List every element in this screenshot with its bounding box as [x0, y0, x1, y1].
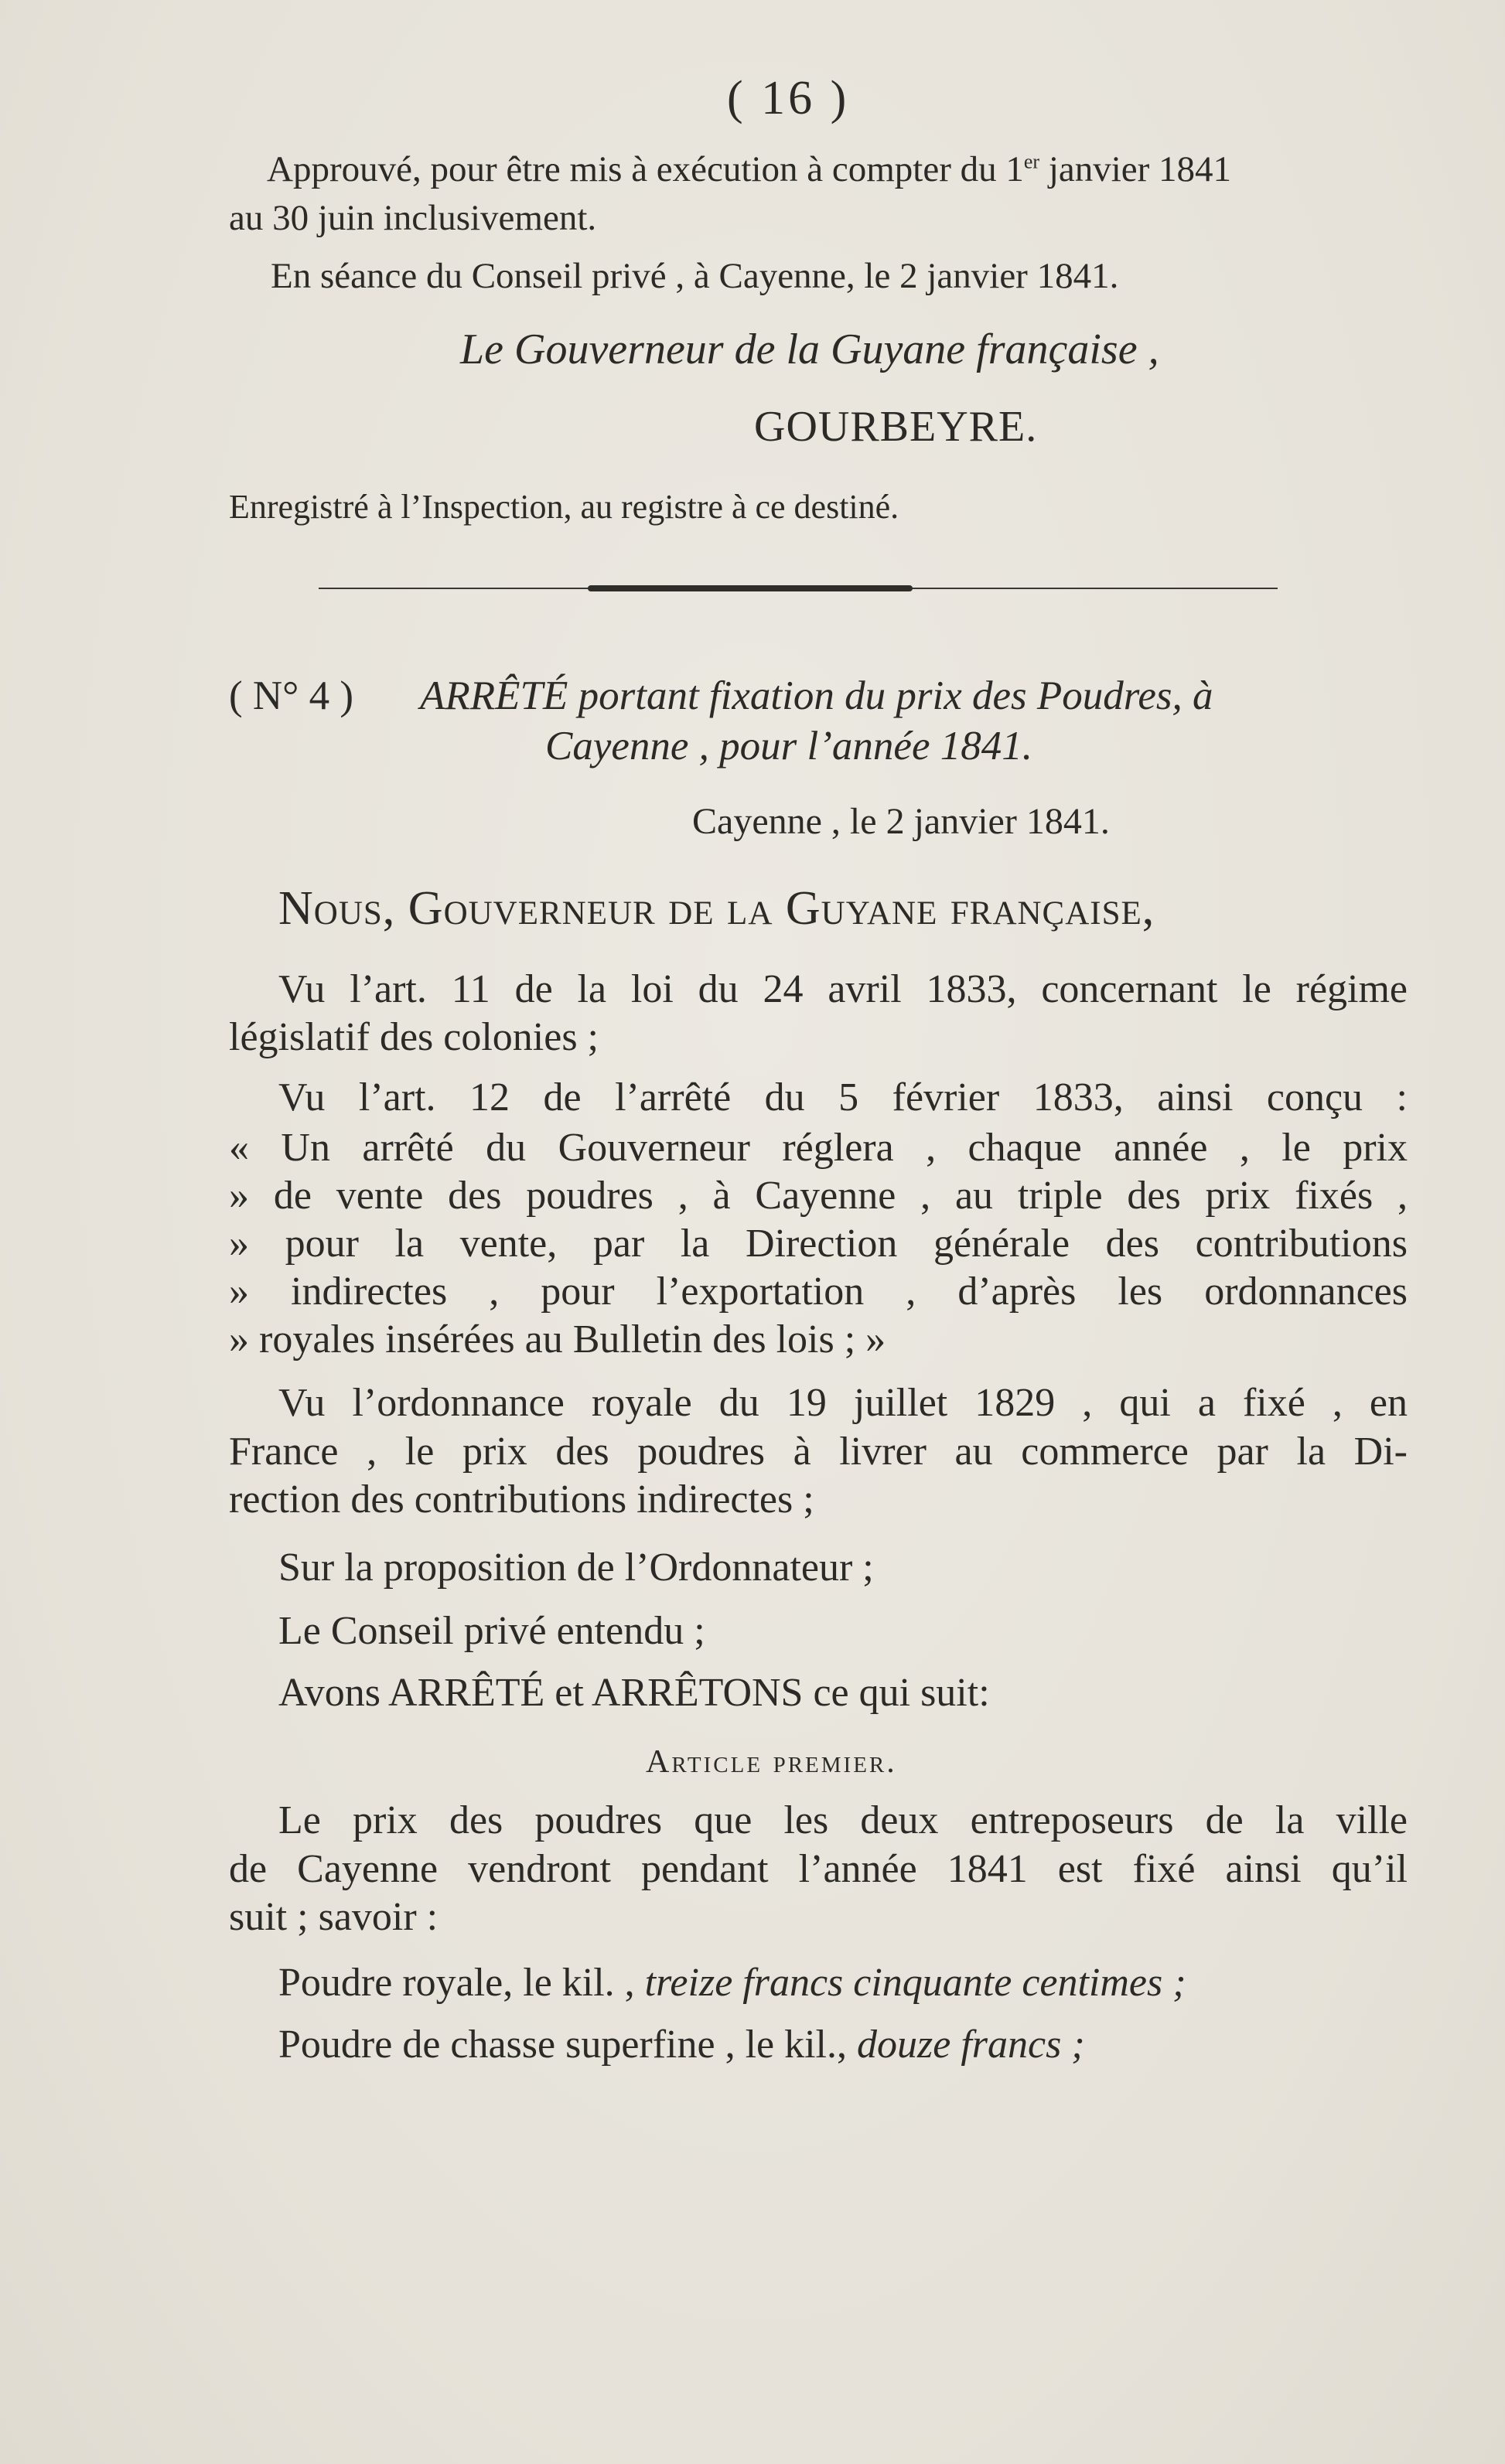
dateline: Cayenne , le 2 janvier 1841.	[692, 801, 1110, 842]
quote-line: » indirectes , pour l’exportation , d’après les ordonnances	[229, 1269, 1408, 1314]
considerant-line: législatif des colonies ;	[229, 1015, 599, 1059]
seance-line: En séance du Conseil privé , à Cayenne, le 2 janvier 1841.	[271, 256, 1119, 296]
arrete-number: ( N° 4 )	[229, 673, 354, 718]
quote-line: « Un arrêté du Gouverneur réglera , chaque année , le prix	[229, 1126, 1408, 1170]
considerant-line: Vu l’ordonnance royale du 19 juillet 1829 , qui a fixé , en	[278, 1381, 1408, 1425]
article-text-line: de Cayenne vendront pendant l’année 1841 est fixé ainsi qu’il	[229, 1847, 1408, 1891]
approval-line-2: au 30 juin inclusivement.	[229, 198, 597, 238]
article-text-line: Le prix des poudres que les deux entreposeurs de la ville	[278, 1798, 1408, 1842]
considerant-line: Sur la proposition de l’Ordonnateur ;	[278, 1546, 874, 1590]
arrete-title-line-1: ARRÊTÉ portant fixation du prix des Poudres, à	[420, 673, 1213, 718]
signature-title: Le Gouverneur de la Guyane française ,	[460, 325, 1159, 373]
quote-line: » de vente des poudres , à Cayenne , au triple des prix fixés ,	[229, 1174, 1408, 1218]
price-line-royale	[278, 1960, 1186, 2006]
price-value: treize francs cinquante centimes ;	[644, 1961, 1186, 2005]
signature-name: GOURBEYRE.	[754, 403, 1038, 451]
considerant-line: Le Conseil privé entendu ;	[278, 1609, 705, 1653]
quote-line: » pour la vente, par la Direction générale des contributions	[229, 1222, 1408, 1266]
article-text-line: suit ; savoir :	[229, 1895, 439, 1939]
price-label: Poudre royale, le kil. ,	[278, 1961, 645, 2005]
considerant-line: Avons ARRÊTÉ et ARRÊTONS ce qui suit:	[278, 1671, 990, 1715]
price-line-chasse	[278, 2022, 1085, 2067]
approval-line-1	[267, 148, 1231, 190]
nous-heading: Nous, Gouverneur de la Guyane française,	[278, 882, 1155, 935]
approval-text-1: Approuvé, pour être mis à exécution à compter du 1er janvier 1841	[267, 149, 1232, 189]
separator-rule-center	[588, 585, 913, 591]
considerant-line: Vu l’art. 12 de l’arrêté du 5 février 1833, ainsi conçu :	[278, 1075, 1408, 1120]
quote-line: » royales insérées au Bulletin des lois ; »	[229, 1317, 886, 1362]
registered-line: Enregistré à l’Inspection, au registre à ce destiné.	[229, 488, 899, 526]
price-label: Poudre de chasse superfine , le kil.,	[278, 2023, 858, 2067]
arrete-title-line-2: Cayenne , pour l’année 1841.	[545, 724, 1032, 769]
page-number: ( 16 )	[727, 72, 850, 124]
considerant-line: Vu l’art. 11 de la loi du 24 avril 1833, concernant le régime	[278, 967, 1408, 1011]
considerant-line: France , le prix des poudres à livrer au commerce par la Di-	[229, 1430, 1408, 1474]
considerant-line: rection des contributions indirectes ;	[229, 1477, 814, 1522]
article-heading: Article premier.	[646, 1744, 897, 1780]
price-value: douze francs ;	[857, 2023, 1085, 2067]
